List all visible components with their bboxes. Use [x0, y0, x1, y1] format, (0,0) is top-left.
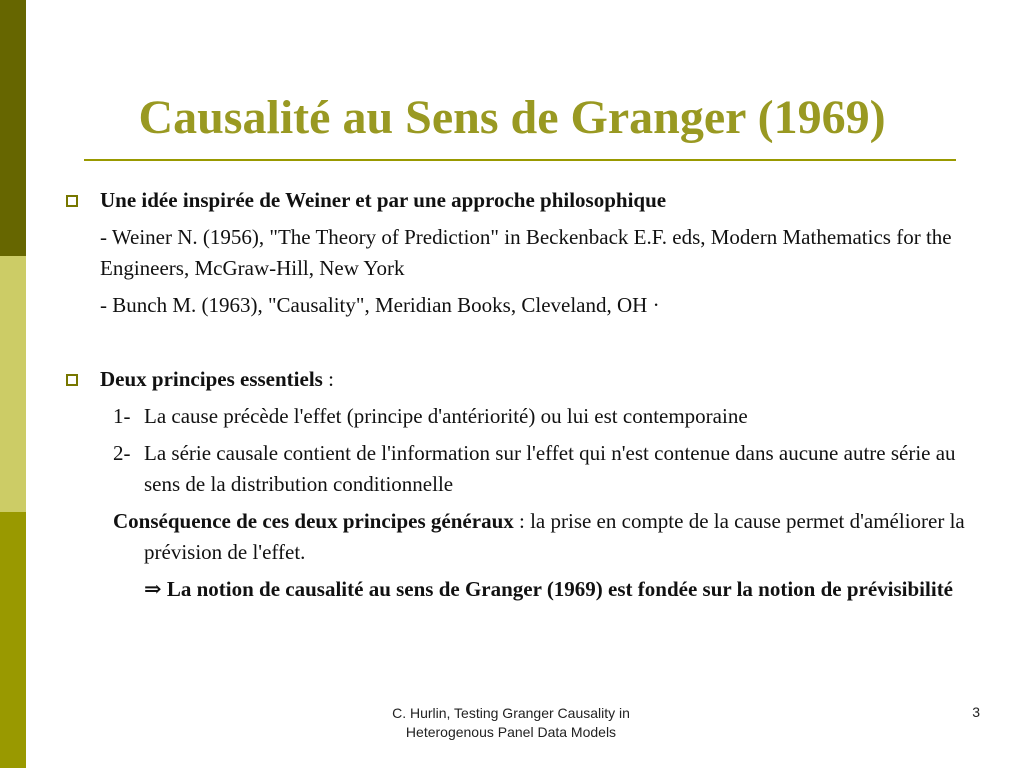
bullet-heading: Deux principes essentiels	[100, 367, 323, 391]
slide-title: Causalité au Sens de Granger (1969)	[138, 91, 886, 144]
slide-body	[62, 185, 967, 605]
bullet-heading-suffix: :	[322, 367, 334, 391]
bullet-heading: Une idée inspirée de Weiner et par une approche philosophique	[100, 188, 667, 212]
square-bullet-icon	[66, 195, 78, 207]
consequence	[62, 506, 967, 568]
principle-number: 1-	[113, 404, 131, 428]
principle-2	[62, 438, 967, 500]
consequence-text: : la prise en compte de la cause permet d'améliorer la prévision de l'effet.	[144, 509, 965, 564]
conclusion: ⇒ La notion de causalité au sens de Granger (1969) est fondée sur la notion de prévisibilité	[144, 577, 954, 601]
slide-footer	[346, 704, 676, 742]
footer-line-1: C. Hurlin, Testing Granger Causality in	[392, 705, 630, 721]
square-bullet-icon	[66, 374, 78, 386]
principle-text: La cause précède l'effet (principe d'antériorité) ou lui est contemporaine	[144, 404, 748, 428]
principle-number: 2-	[113, 441, 131, 465]
consequence-label: Conséquence de ces deux principes généraux	[113, 509, 514, 533]
reference-bunch: - Bunch M. (1963), "Causality", Meridian Books, Cleveland, OH ·	[100, 293, 660, 317]
reference-weiner: - Weiner N. (1956), "The Theory of Prediction" in Beckenback E.F. eds, Modern Mathematics for the Engineers, McGraw-Hill, New York	[100, 225, 952, 280]
principle-1	[62, 401, 967, 432]
title-divider	[84, 159, 956, 161]
footer-line-2: Heterogenous Panel Data Models	[405, 724, 617, 740]
bullet-principles	[62, 364, 967, 395]
decor-band-bottom	[0, 512, 26, 768]
bullet-weiner	[62, 185, 967, 216]
page-number: 3	[972, 704, 980, 720]
decor-band-middle	[0, 256, 26, 512]
principle-text: La série causale contient de l'information sur l'effet qui n'est contenue dans aucune autre série au sens de la distribution conditionnelle	[144, 441, 956, 496]
